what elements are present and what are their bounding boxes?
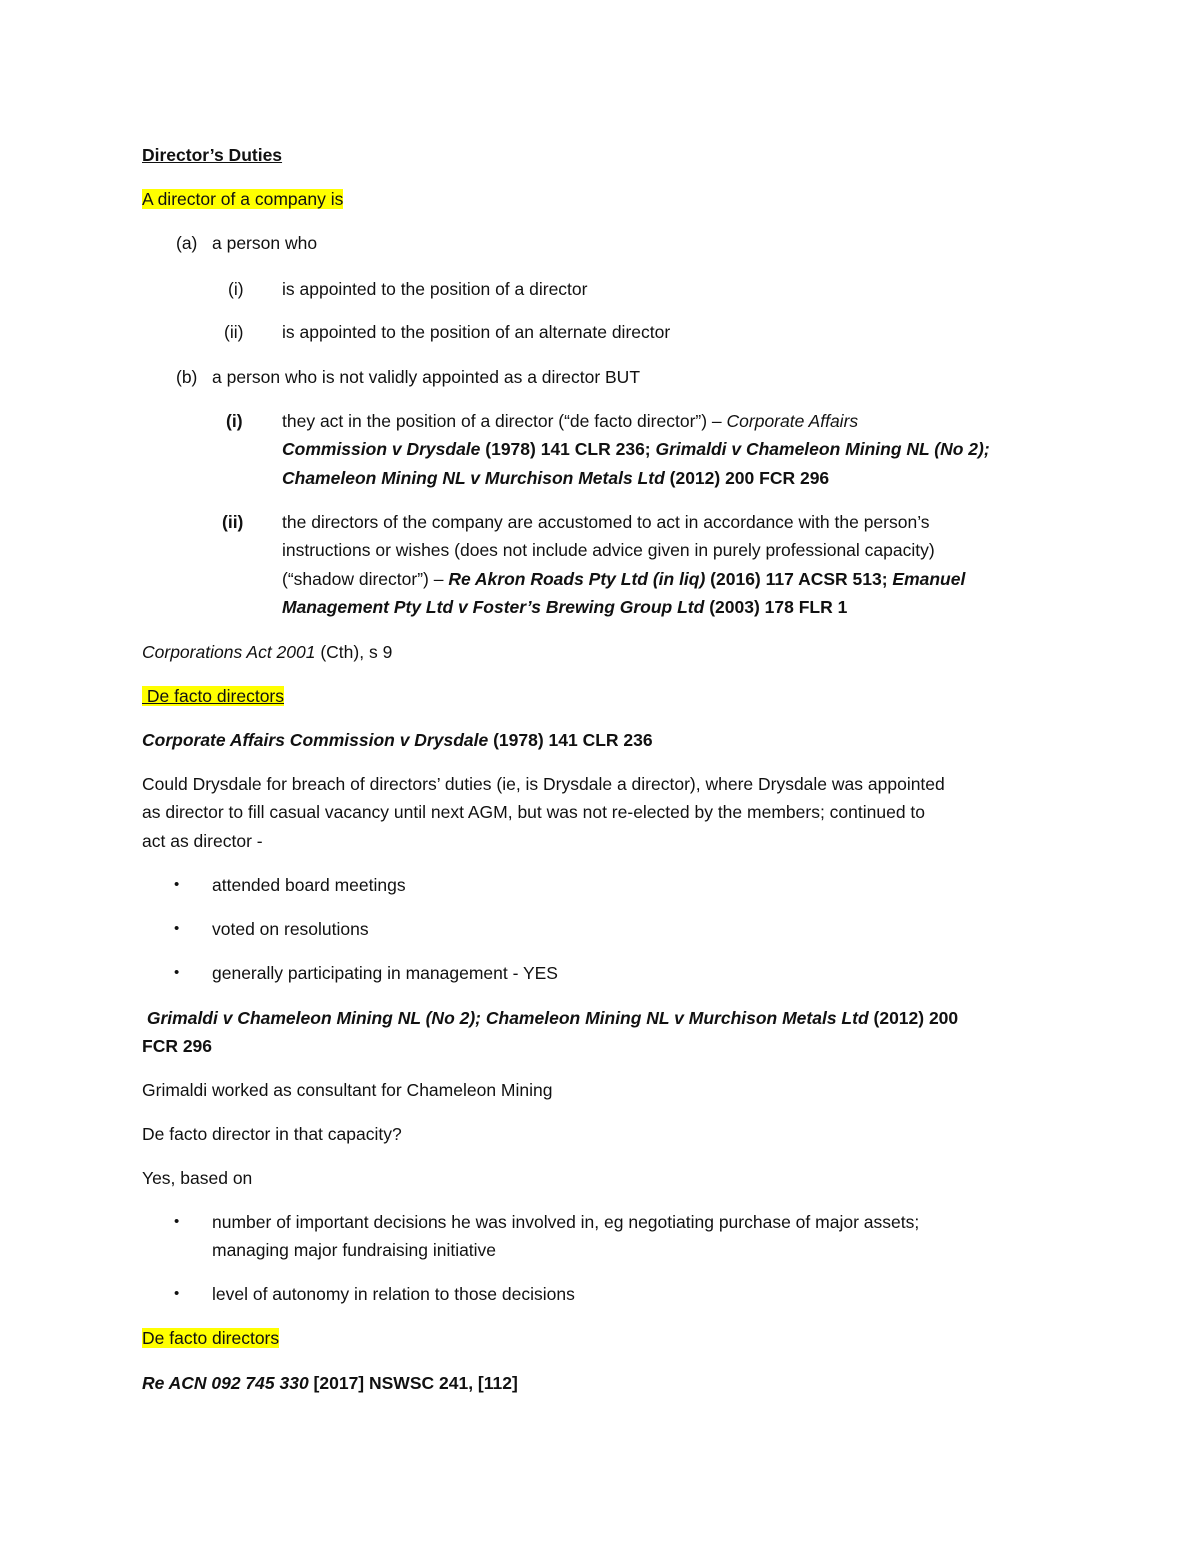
list-text-b-ii-line1: the directors of the company are accustomed to act in accordance with the person’s <box>282 512 930 532</box>
citation: [2017] NSWSC 241, [112] <box>308 1373 518 1393</box>
citation: (2003) 178 FLR 1 <box>704 597 848 617</box>
list-item: level of autonomy in relation to those decisions <box>212 1284 575 1304</box>
statute-reference <box>142 641 392 663</box>
case-name: Re ACN 092 745 330 <box>142 1373 309 1393</box>
list-text-b-ii-line3 <box>282 568 965 590</box>
list-text-b: a person who is not validly appointed as a director BUT <box>212 367 641 387</box>
bullet-icon: • <box>174 876 180 893</box>
case-name: Grimaldi v Chameleon Mining NL (No 2); <box>655 439 990 459</box>
section-heading-de-facto-2 <box>142 1327 279 1349</box>
case-heading-drysdale <box>142 729 653 751</box>
list-text-b-i-line2 <box>282 438 990 460</box>
list-item: number of important decisions he was involved in, eg negotiating purchase of major assets; <box>212 1212 920 1232</box>
bullet-icon: • <box>174 1213 180 1230</box>
section-heading-de-facto <box>142 685 284 707</box>
text-run: (“shadow director”) – <box>282 569 449 589</box>
citation: (2016) 117 ACSR 513; <box>705 569 893 589</box>
list-label-b-i: (i) <box>226 411 243 431</box>
case-heading-acn <box>142 1372 518 1394</box>
case-name: Corporate Affairs <box>726 411 859 431</box>
list-text-b-i-line3 <box>282 467 829 489</box>
statute-section: (Cth), s 9 <box>315 642 393 662</box>
case-name: Management Pty Ltd v Foster’s Brewing Group Ltd <box>282 597 705 617</box>
paragraph-line: Grimaldi worked as consultant for Chameleon Mining <box>142 1080 553 1100</box>
case-name: Chameleon Mining NL v Murchison Metals Ltd <box>282 468 665 488</box>
paragraph-line: as director to fill casual vacancy until next AGM, but was not re-elected by the members; continued to <box>142 802 926 822</box>
case-heading-grimaldi <box>142 1007 958 1029</box>
case-name: Commission v Drysdale <box>282 439 481 459</box>
list-text-b-ii-line2: instructions or wishes (does not include advice given in purely professional capacity) <box>282 540 935 560</box>
list-text-b-ii-line4 <box>282 596 847 618</box>
list-item-cont: managing major fundraising initiative <box>212 1240 497 1260</box>
citation: (2012) 200 <box>868 1008 959 1028</box>
list-item: voted on resolutions <box>212 919 369 939</box>
citation: (2012) 200 FCR 296 <box>664 468 830 488</box>
list-label-a: (a) <box>176 233 198 253</box>
list-text-a: a person who <box>212 233 318 253</box>
case-name: Re Akron Roads Pty Ltd (in liq) <box>448 569 706 589</box>
case-name: Emanuel <box>892 569 966 589</box>
highlighted-text: A director of a company is <box>142 189 344 209</box>
list-text-b-i-line1 <box>282 410 858 432</box>
citation: (1978) 141 CLR 236; <box>480 439 656 459</box>
list-item: generally participating in management - YES <box>212 963 558 983</box>
list-label-a-ii: (ii) <box>224 322 244 342</box>
definition-intro <box>142 188 343 210</box>
citation: (1978) 141 CLR 236 <box>488 730 653 750</box>
list-text-a-i: is appointed to the position of a director <box>282 279 588 299</box>
paragraph-line: De facto director in that capacity? <box>142 1124 402 1144</box>
highlighted-text: De facto directors <box>142 686 284 706</box>
statute-name: Corporations Act 2001 <box>142 642 316 662</box>
paragraph-line: act as director - <box>142 831 263 851</box>
list-label-b: (b) <box>176 367 198 387</box>
case-name: Corporate Affairs Commission v Drysdale <box>142 730 489 750</box>
text-run: they act in the position of a director (“de facto director”) – <box>282 411 727 431</box>
paragraph-line: Yes, based on <box>142 1168 253 1188</box>
bullet-icon: • <box>174 964 180 981</box>
bullet-icon: • <box>174 920 180 937</box>
list-label-b-ii: (ii) <box>222 512 244 532</box>
case-heading-grimaldi-cont: FCR 296 <box>142 1036 213 1056</box>
list-item: attended board meetings <box>212 875 406 895</box>
paragraph-line: Could Drysdale for breach of directors’ duties (ie, is Drysdale a director), where Drysdale was appointed <box>142 774 945 794</box>
highlighted-text: De facto directors <box>142 1328 280 1348</box>
list-label-a-i: (i) <box>228 279 244 299</box>
list-text-a-ii: is appointed to the position of an alternate director <box>282 322 671 342</box>
page-title: Director’s Duties <box>142 145 283 165</box>
bullet-icon: • <box>174 1285 180 1302</box>
case-name: Grimaldi v Chameleon Mining NL (No 2); Chameleon Mining NL v Murchison Metals Ltd <box>142 1008 869 1028</box>
